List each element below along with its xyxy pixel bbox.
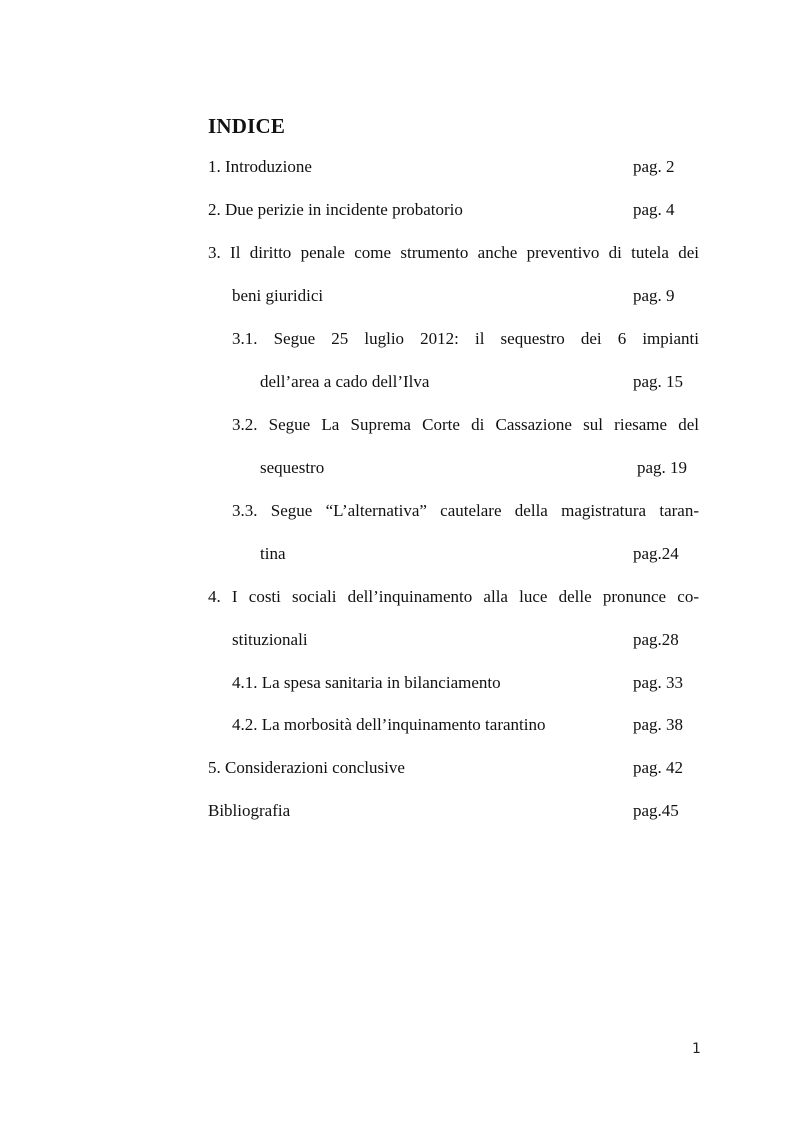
toc-entry-3-page: pag. 9 [633,286,675,305]
toc-entry-2-page: pag. 4 [633,200,675,219]
toc-entry-4-page: pag.28 [633,630,679,649]
toc-entry-1-title: 1. Introduzione [208,157,312,176]
toc-entry-3-title-line2: beni giuridici [232,286,324,305]
toc-entry-3-3-title-line2: tina [260,544,286,563]
toc-entry-4-title-line2: stituzionali [232,630,308,649]
toc-entry-3-2-page: pag. 19 [637,458,688,477]
toc-entry-bibliografia-title: Bibliografia [208,801,291,820]
toc-entry-3-3-page: pag.24 [633,544,679,563]
toc-entry-4-2-page: pag. 38 [633,715,684,734]
page-title: INDICE [208,114,286,138]
toc-entry-4-1-page: pag. 33 [633,673,684,692]
toc-entry-3-2-title-line2: sequestro [260,458,325,477]
toc-entry-4-title-line1: 4. I costi sociali dell’inquinamento alla luce delle pronunce co- [208,587,699,606]
toc-entry-3-1-title-line1: 3.1. Segue 25 luglio 2012: il sequestro dei 6 impianti [232,329,699,348]
toc-entry-1-page: pag. 2 [633,157,675,176]
toc-entry-5-page: pag. 42 [633,758,684,777]
page-number: 1 [692,1041,701,1057]
toc-entry-3-1-title-line2: dell’area a cado dell’Ilva [260,372,430,391]
toc-entry-3-title-line1: 3. Il diritto penale come strumento anche preventivo di tutela dei [208,243,699,262]
toc-entry-3-1-page: pag. 15 [633,372,684,391]
toc-entry-bibliografia-page: pag.45 [633,801,679,820]
toc-entry-2-title: 2. Due perizie in incidente probatorio [208,200,463,219]
toc-entry-5-title: 5. Considerazioni conclusive [208,758,405,777]
toc-entry-4-2-title: 4.2. La morbosità dell’inquinamento tarantino [232,715,546,734]
toc-entry-3-2-title-line1: 3.2. Segue La Suprema Corte di Cassazione sul riesame del [232,415,699,434]
toc-entry-4-1-title: 4.1. La spesa sanitaria in bilanciamento [232,673,501,692]
toc-entry-3-3-title-line1: 3.3. Segue “L’alternativa” cautelare della magistratura taran- [232,501,699,520]
